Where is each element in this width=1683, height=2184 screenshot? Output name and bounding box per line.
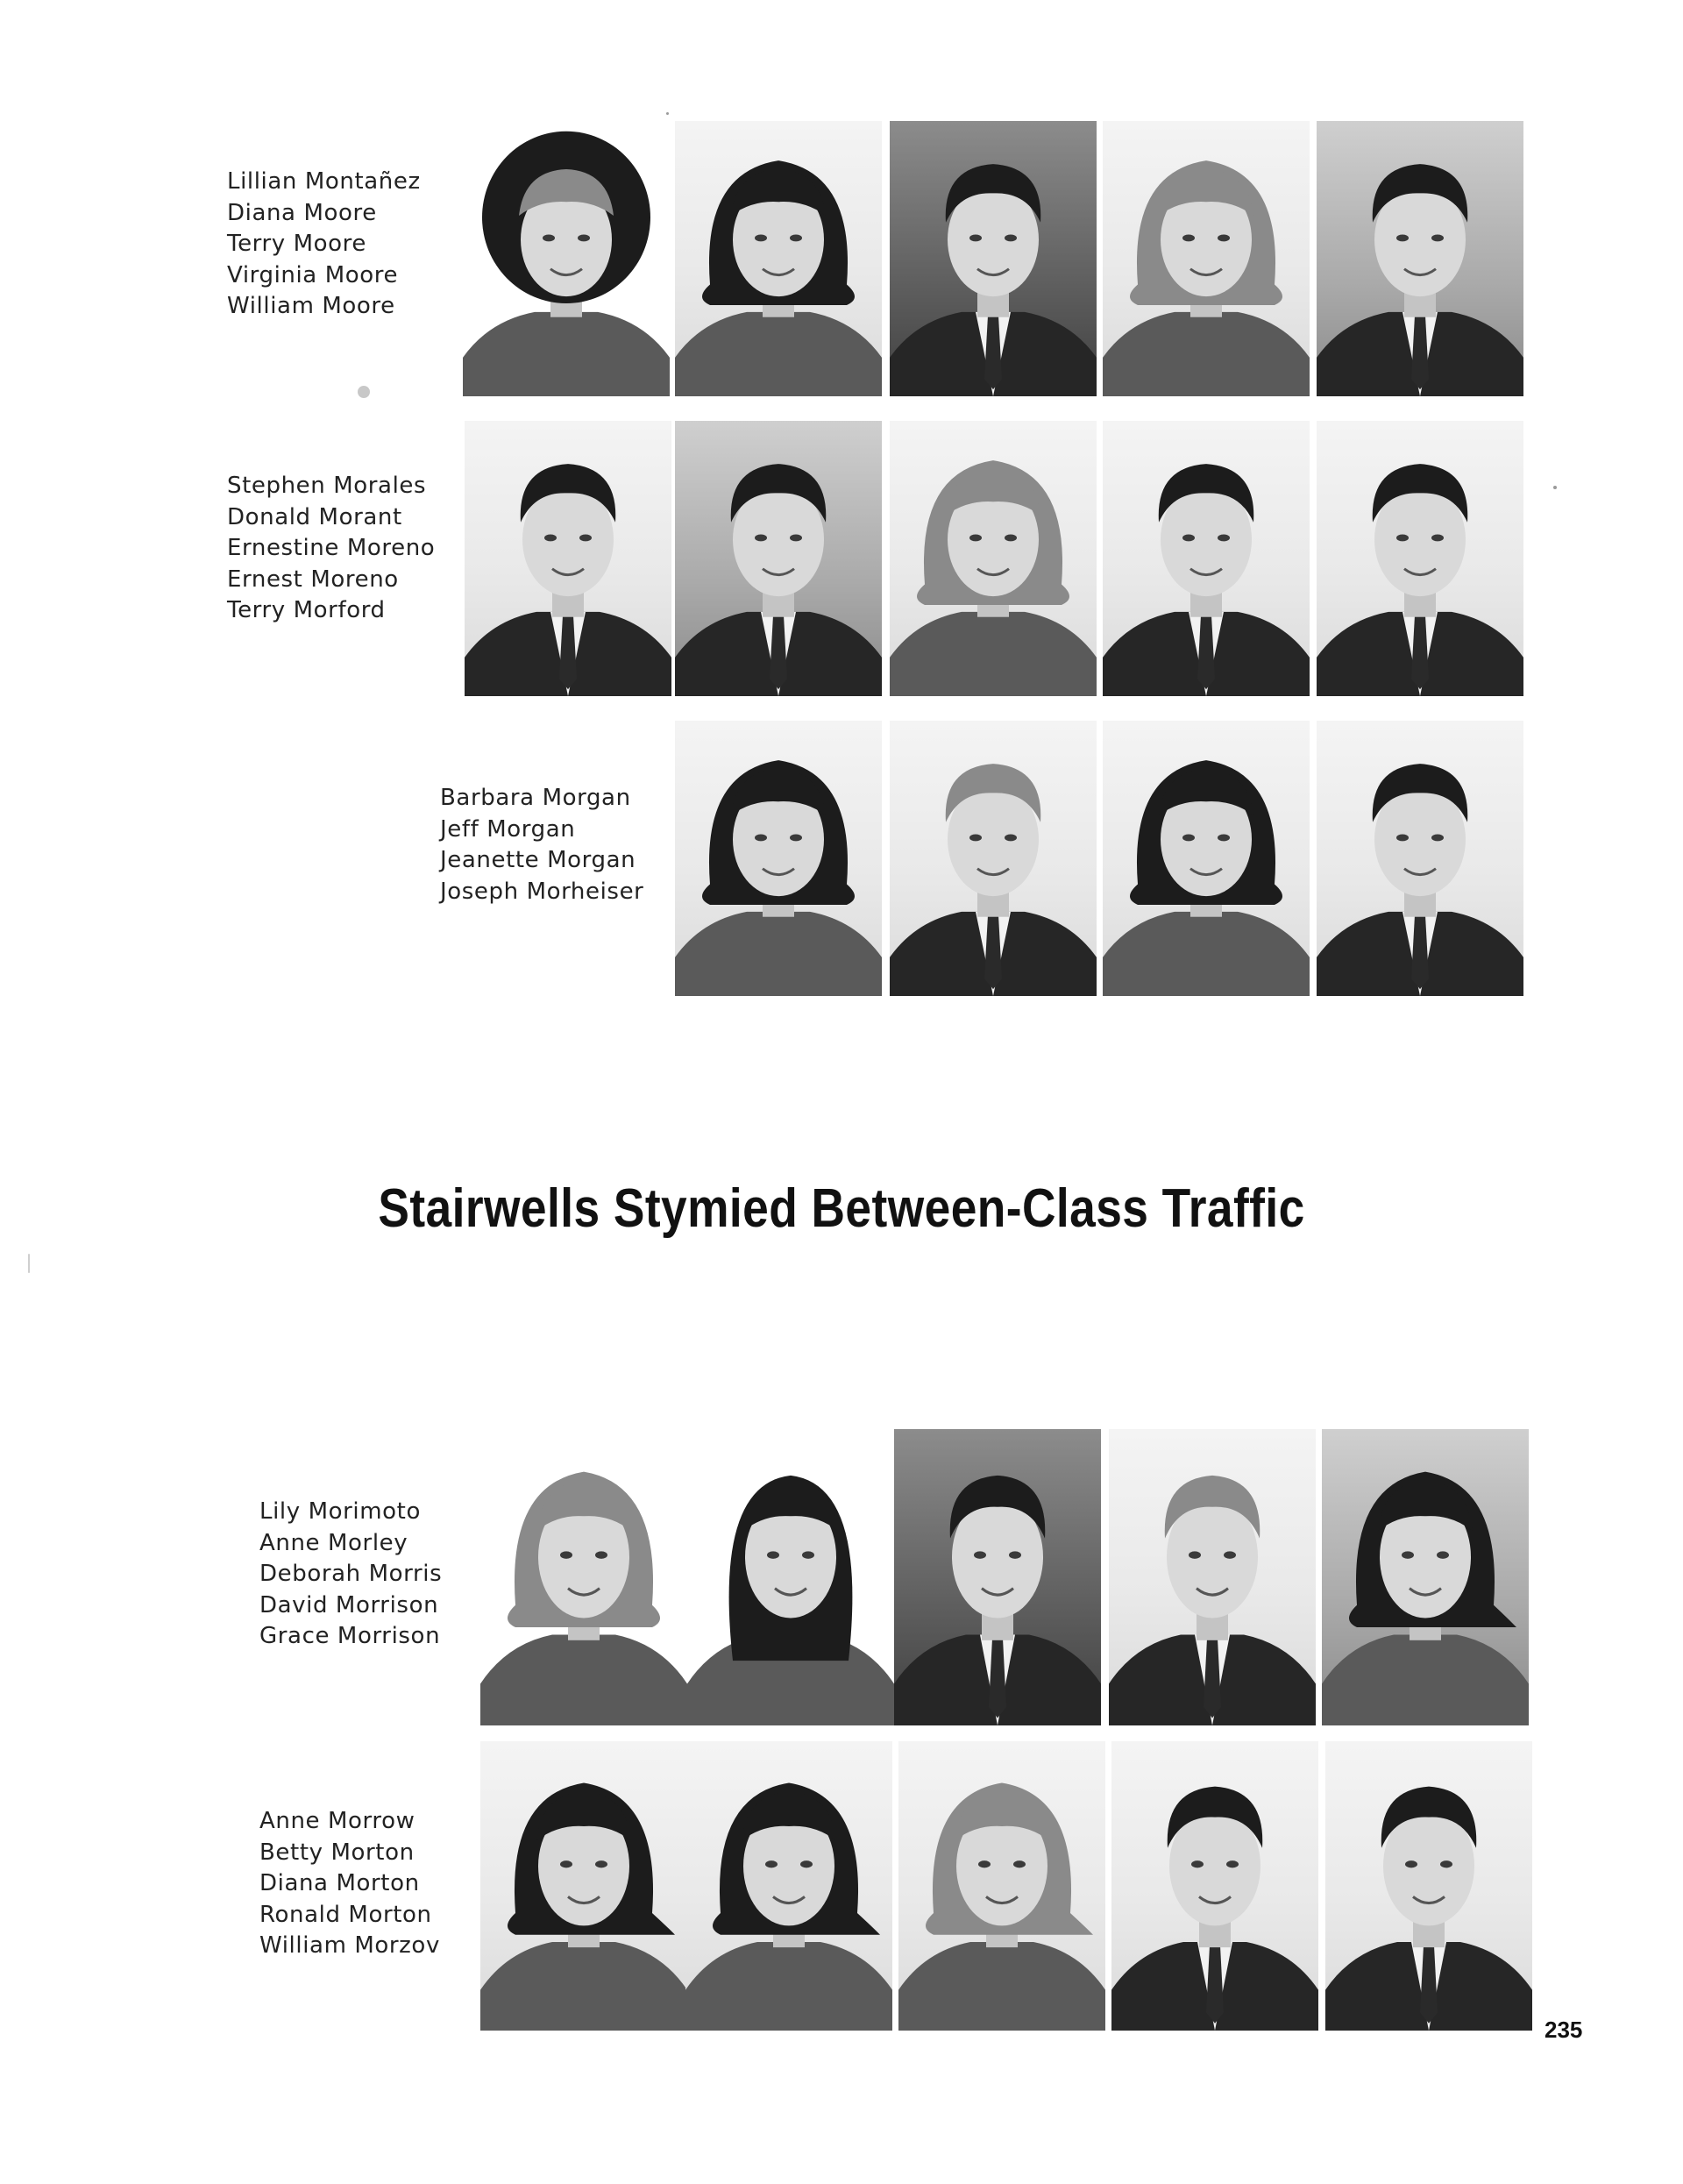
- student-portrait: [1317, 721, 1523, 996]
- student-name: Grace Morrison: [259, 1623, 441, 1649]
- student-name: Donald Morant: [227, 503, 402, 530]
- student-name: William Morzov: [259, 1932, 440, 1959]
- print-speck: [358, 386, 370, 398]
- portrait-silhouette: [1317, 121, 1523, 396]
- student-name: Virginia Moore: [227, 261, 399, 288]
- student-portrait: [890, 121, 1097, 396]
- student-name: Ernest Moreno: [227, 566, 399, 593]
- student-name: Stephen Morales: [227, 473, 427, 499]
- portrait-silhouette: [463, 121, 670, 396]
- name-list-row-2: [227, 471, 435, 627]
- student-name: Ernestine Moreno: [227, 535, 436, 561]
- student-portrait: [465, 421, 671, 696]
- student-portrait: [1317, 121, 1523, 396]
- print-speck: [28, 1254, 30, 1273]
- portrait-silhouette: [890, 721, 1097, 996]
- student-portrait: [463, 121, 670, 396]
- page-number: 235: [1545, 2017, 1583, 2043]
- student-name: Terry Moore: [227, 231, 366, 257]
- print-speck: [1553, 486, 1557, 489]
- student-portrait: [675, 121, 882, 396]
- portrait-silhouette: [480, 1741, 687, 2031]
- student-portrait: [1109, 1429, 1316, 1725]
- student-name: Anne Morrow: [259, 1808, 415, 1834]
- print-speck: [666, 112, 669, 115]
- student-portrait: [1103, 421, 1310, 696]
- portrait-silhouette: [894, 1429, 1101, 1725]
- student-portrait: [894, 1429, 1101, 1725]
- student-portrait: [1322, 1429, 1529, 1725]
- portrait-silhouette: [1103, 421, 1310, 696]
- page-headline: Stairwells Stymied Between-Class Traffic: [378, 1178, 1305, 1239]
- student-name: William Moore: [227, 293, 395, 319]
- student-name: Betty Morton: [259, 1839, 415, 1866]
- student-name: Ronald Morton: [259, 1901, 432, 1928]
- portrait-silhouette: [1325, 1741, 1532, 2031]
- student-name: Anne Morley: [259, 1529, 408, 1556]
- student-portrait: [685, 1741, 892, 2031]
- student-name: Lily Morimoto: [259, 1498, 421, 1525]
- portrait-silhouette: [1103, 121, 1310, 396]
- student-name: Barbara Morgan: [440, 785, 631, 811]
- portrait-silhouette: [480, 1429, 687, 1725]
- name-list-row-3: [440, 783, 643, 907]
- student-name: Jeff Morgan: [440, 815, 576, 843]
- portrait-silhouette: [890, 121, 1097, 396]
- student-name: Deborah Morris: [259, 1561, 443, 1587]
- student-portrait: [1103, 721, 1310, 996]
- student-portrait: [687, 1429, 894, 1725]
- student-portrait: [890, 721, 1097, 996]
- portrait-silhouette: [1317, 421, 1523, 696]
- student-portrait: [480, 1429, 687, 1725]
- portrait-silhouette: [675, 121, 882, 396]
- student-portrait: [1325, 1741, 1532, 2031]
- student-portrait: [675, 721, 882, 996]
- name-list-row-4: [259, 1497, 442, 1653]
- portrait-silhouette: [675, 421, 882, 696]
- portrait-silhouette: [890, 421, 1097, 696]
- portrait-silhouette: [898, 1741, 1105, 2031]
- student-portrait: [675, 421, 882, 696]
- portrait-silhouette: [1103, 721, 1310, 996]
- portrait-silhouette: [1111, 1741, 1318, 2031]
- student-portrait: [898, 1741, 1105, 2031]
- portrait-silhouette: [465, 421, 671, 696]
- student-name: Diana Moore: [227, 199, 377, 226]
- student-name: Joseph Morheiser: [440, 878, 644, 905]
- name-list-row-5: [259, 1806, 440, 1962]
- portrait-silhouette: [685, 1741, 892, 2031]
- portrait-silhouette: [1322, 1429, 1529, 1725]
- student-portrait: [1111, 1741, 1318, 2031]
- student-name: Terry Morford: [227, 597, 386, 623]
- portrait-silhouette: [687, 1429, 894, 1725]
- student-name: David Morrison: [259, 1591, 439, 1618]
- portrait-silhouette: [1109, 1429, 1316, 1725]
- student-portrait: [1103, 121, 1310, 396]
- portrait-silhouette: [1317, 721, 1523, 996]
- portrait-silhouette: [675, 721, 882, 996]
- student-portrait: [1317, 421, 1523, 696]
- student-name: Lillian Montañez: [227, 168, 421, 195]
- student-name: Diana Morton: [259, 1870, 420, 1896]
- student-portrait: [480, 1741, 687, 2031]
- student-portrait: [890, 421, 1097, 696]
- name-list-row-1: [227, 167, 421, 323]
- student-name: Jeanette Morgan: [440, 847, 636, 873]
